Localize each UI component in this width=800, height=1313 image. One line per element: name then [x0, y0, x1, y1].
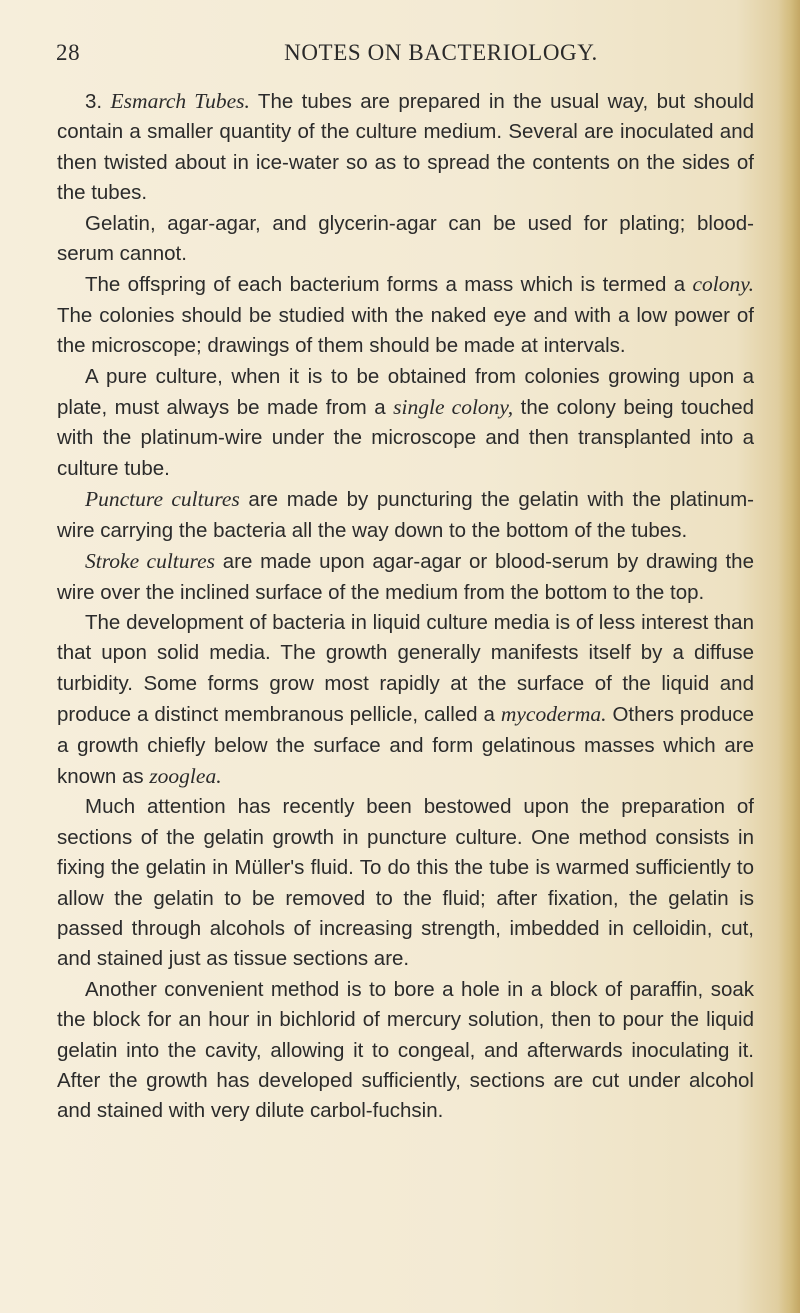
paragraph-liquid-media — [57, 608, 754, 792]
italic-term: colony. — [692, 272, 754, 297]
item-number: 3. — [85, 90, 111, 113]
paragraph-text: The tubes are prepared in the usual way, but should contain a smaller quantity of the culture medium. Several are inoculated and then twisted about in ice-water so as to spread the contents on the sides of the tubes. — [57, 90, 755, 205]
italic-term: mycoderma. — [500, 702, 607, 727]
paragraph-sections-muller — [57, 792, 754, 974]
running-title: NOTES ON BACTERIOLOGY. — [284, 40, 598, 65]
paragraph-puncture-cultures — [57, 484, 754, 546]
paragraph-text: Others produce a growth chiefly below the surface and form gelatinous masses which are known as — [57, 703, 754, 788]
italic-term: Stroke cultures — [85, 549, 215, 574]
paragraph-colony — [57, 269, 754, 361]
italic-term: Puncture cultures — [85, 487, 240, 512]
paragraph-text: The colonies should be studied with the naked eye and with a low power of the microscope; drawings of them should be made at intervals. — [57, 303, 754, 358]
paragraph-text: The development of bacteria in liquid culture media is of less interest than that upon solid media. The growth generally manifests itself by a diffuse turbidity. Some forms grow most rapidly at the surface of the liquid and produce a distinct membranous pellicle, called a — [57, 610, 754, 727]
paragraph-esmarch-tubes — [57, 86, 754, 209]
paragraph-text: Another convenient method is to bore a hole in a block of paraffin, soak the block for an hour in bichlorid of mercury solution, then to pour the liquid gelatin into the cavity, allowing it to congeal, and afterwards inoculating it. After the growth has developed sufficiently, sections are cut under alcohol and stained with very dilute carbol-fuchsin. — [57, 977, 754, 1123]
paragraph-plating-media — [57, 209, 754, 270]
page-edge-shading — [778, 0, 800, 1313]
paragraph-text: The offspring of each bacterium forms a mass which is termed a — [85, 273, 693, 297]
paragraph-text: are made by puncturing the gelatin with the platinum-wire carrying the bacteria all the way down to the bottom of the tubes. — [57, 488, 754, 542]
paragraph-stroke-cultures — [57, 546, 754, 608]
paragraph-text: A pure culture, when it is to be obtained from colonies growing upon a plate, must always be made from a — [57, 364, 754, 420]
paragraph-pure-culture — [57, 362, 754, 485]
paragraph-text: Gelatin, agar-agar, and glycerin-agar can be used for plating; blood-serum cannot. — [57, 211, 754, 266]
italic-term: zooglea. — [149, 763, 222, 788]
paragraph-text: the colony being touched with the platinum-wire under the microscope and then transplanted into a culture tube. — [57, 396, 754, 480]
italic-term: Esmarch Tubes. — [110, 89, 250, 113]
italic-term: single colony, — [393, 395, 514, 420]
body-text — [57, 86, 754, 1127]
page-number: 28 — [56, 40, 81, 65]
paragraph-text: are made upon agar-agar or blood-serum by drawing the wire over the inclined surface of the medium from the bottom to the top. — [57, 550, 754, 604]
paragraph-text: Much attention has recently been bestowed upon the preparation of sections of the gelatin growth in puncture culture. One method consists in fixing the gelatin in Müller's fluid. To do this the tube is warmed sufficiently to allow the gelatin to be removed to the fluid; after fixation, the gelatin is passed through alcohols of increasing strength, imbedded in celloidin, cut, and stained just as tissue sections are. — [57, 795, 754, 971]
paragraph-paraffin-method — [57, 975, 754, 1127]
page-header — [56, 40, 756, 72]
